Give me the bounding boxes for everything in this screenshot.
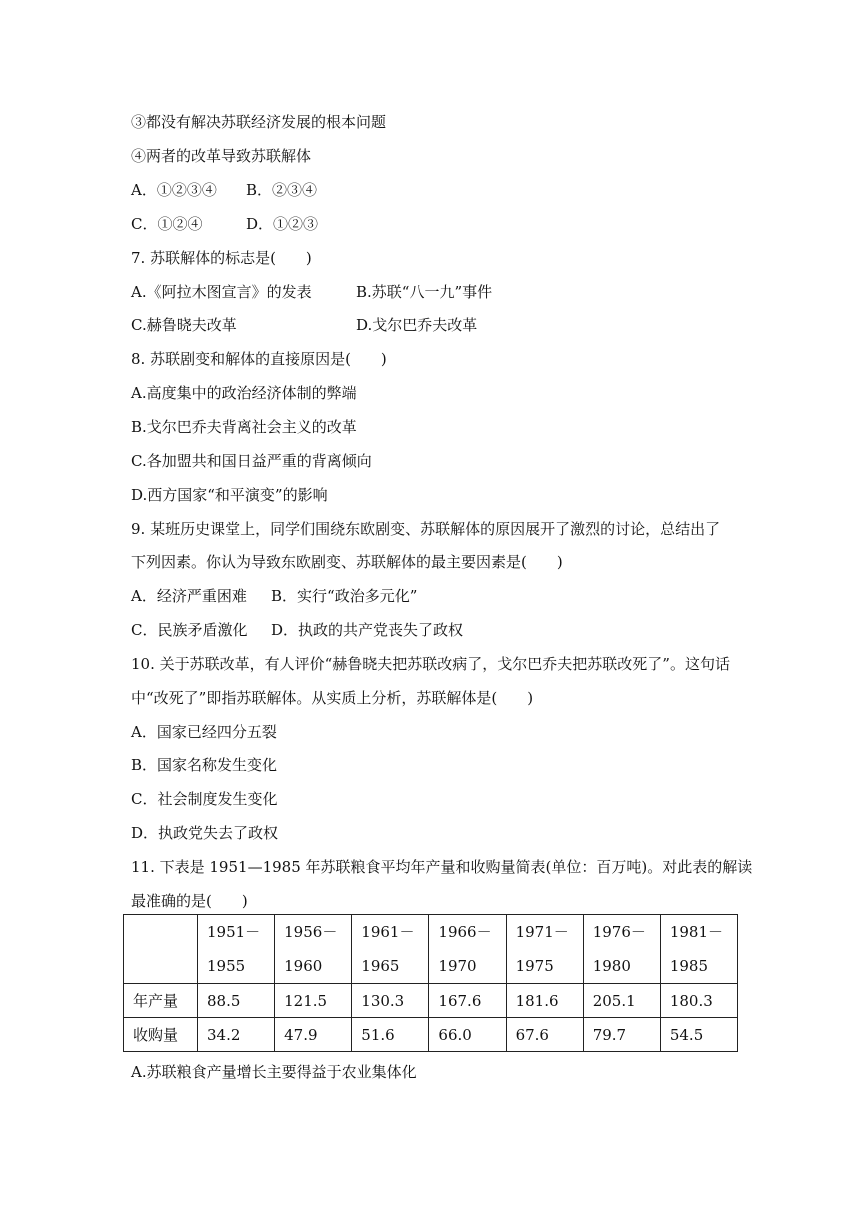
q7-option-d: D.戈尔巴乔夫改革 [356, 316, 478, 334]
table-header-row [124, 915, 738, 984]
table-header-cell: 1981－ 1985 [660, 915, 737, 984]
table-header-cell: 1971－ 1975 [506, 915, 583, 984]
q9-stem-line-2: 下列因素。你认为导致东欧剧变、苏联解体的最主要因素是( ) [131, 553, 563, 571]
q8-option-c: C.各加盟共和国日益严重的背离倾向 [131, 452, 372, 470]
q9-option-b: B．实行“政治多元化” [271, 587, 418, 605]
q7-option-a: A.《阿拉木图宣言》的发表 [131, 283, 312, 301]
table-cell: 88.5 [198, 984, 275, 1018]
q7-option-c: C.赫鲁晓夫改革 [131, 316, 237, 334]
table-cell: 181.6 [506, 984, 583, 1018]
q7-stem: 7. 苏联解体的标志是( ) [131, 249, 312, 267]
table-cell: 47.9 [275, 1018, 352, 1052]
table-cell: 66.0 [429, 1018, 506, 1052]
table-cell: 205.1 [583, 984, 660, 1018]
table-header-cell: 1976－ 1980 [583, 915, 660, 984]
table-cell: 121.5 [275, 984, 352, 1018]
table-cell: 79.7 [583, 1018, 660, 1052]
q6-option-b: B．②③④ [246, 181, 318, 199]
q9-option-d: D．执政的共产党丧失了政权 [271, 621, 464, 639]
q10-stem-line-1: 10. 关于苏联改革，有人评价“赫鲁晓夫把苏联改病了，戈尔巴乔夫把苏联改死了”。这句话 [131, 655, 730, 673]
q7-option-b: B.苏联“八一九”事件 [356, 283, 493, 301]
table-corner-cell [124, 915, 198, 984]
q6-option-d: D．①②③ [246, 215, 319, 233]
table-cell: 67.6 [506, 1018, 583, 1052]
table-row [124, 984, 738, 1018]
q10-stem-line-2: 中“改死了”即指苏联解体。从实质上分析，苏联解体是( ) [131, 689, 534, 707]
table-header-cell: 1951－ 1955 [198, 915, 275, 984]
q9-option-a: A．经济严重困难 [131, 587, 247, 605]
q8-option-b: B.戈尔巴乔夫背离社会主义的改革 [131, 418, 357, 436]
table-header-cell: 1961－ 1965 [352, 915, 429, 984]
q8-option-d: D.西方国家“和平演变”的影响 [131, 486, 328, 504]
table-cell: 130.3 [352, 984, 429, 1018]
table-cell: 54.5 [660, 1018, 737, 1052]
q10-option-b: B．国家名称发生变化 [131, 756, 278, 774]
q10-option-a: A．国家已经四分五裂 [131, 723, 277, 741]
q11-option-a: A.苏联粮食产量增长主要得益于农业集体化 [131, 1063, 417, 1081]
q11-stem-line-1: 11. 下表是 1951—1985 年苏联粮食平均年产量和收购量简表(单位：百万吨)。对此表的解读 [131, 858, 753, 876]
row-label-output: 年产量 [124, 984, 198, 1018]
q8-option-a: A.高度集中的政治经济体制的弊端 [131, 384, 357, 402]
table-header-cell: 1956－ 1960 [275, 915, 352, 984]
q6-item-4: ④两者的改革导致苏联解体 [131, 147, 312, 165]
table-row [124, 1018, 738, 1052]
q9-stem-line-1: 9. 某班历史课堂上，同学们围绕东欧剧变、苏联解体的原因展开了激烈的讨论，总结出了 [131, 520, 721, 538]
row-label-procurement: 收购量 [124, 1018, 198, 1052]
table-cell: 167.6 [429, 984, 506, 1018]
q9-option-c: C．民族矛盾激化 [131, 621, 248, 639]
grain-table [123, 914, 738, 1052]
table-cell: 180.3 [660, 984, 737, 1018]
q6-option-a: A．①②③④ [131, 181, 217, 199]
table-cell: 51.6 [352, 1018, 429, 1052]
q11-stem-line-2: 最准确的是( ) [131, 892, 248, 910]
q6-option-c: C．①②④ [131, 215, 203, 233]
q8-stem: 8. 苏联剧变和解体的直接原因是( ) [131, 350, 387, 368]
q10-option-c: C．社会制度发生变化 [131, 790, 278, 808]
q10-option-d: D．执政党失去了政权 [131, 824, 279, 842]
table-cell: 34.2 [198, 1018, 275, 1052]
q6-item-3: ③都没有解决苏联经济发展的根本问题 [131, 113, 387, 131]
table-header-cell: 1966－ 1970 [429, 915, 506, 984]
